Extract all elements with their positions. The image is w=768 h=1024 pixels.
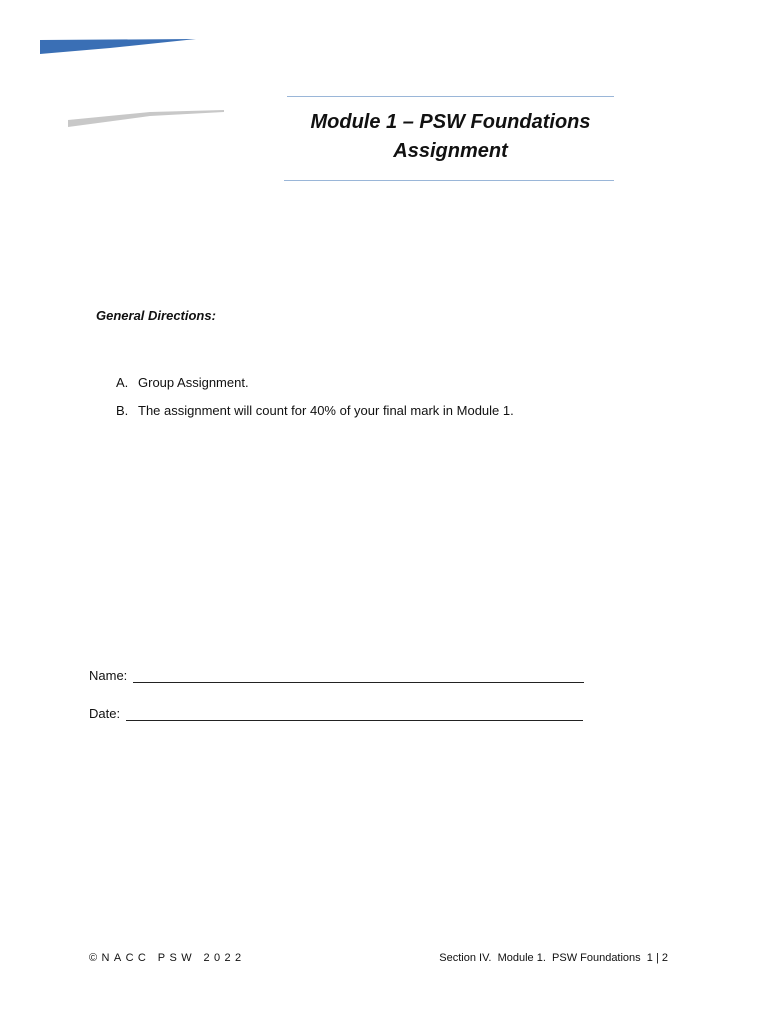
- date-label: Date:: [89, 706, 121, 721]
- directions-heading: General Directions:: [96, 308, 216, 323]
- date-field: [89, 706, 583, 721]
- gray-swoosh-shape: [68, 110, 224, 127]
- direction-marker: B.: [116, 403, 129, 418]
- direction-text: The assignment will count for 40% of your final mark in Module 1.: [138, 403, 514, 418]
- title-line-2: Assignment: [393, 140, 508, 162]
- title-line-1: Module 1 – PSW Foundations: [310, 111, 591, 133]
- title-top-rule: [287, 96, 614, 97]
- name-field: [89, 668, 584, 683]
- name-blank-line[interactable]: [133, 668, 584, 683]
- blue-swoosh-shape: [40, 39, 196, 54]
- direction-marker: A.: [116, 375, 129, 390]
- direction-item: [116, 374, 514, 402]
- footer-copyright: ©NACC PSW 2022: [89, 952, 246, 964]
- direction-text: Group Assignment.: [138, 375, 249, 390]
- name-label: Name:: [89, 668, 128, 683]
- document-title: [287, 108, 614, 166]
- directions-list: [116, 374, 514, 430]
- direction-item: [116, 402, 514, 430]
- date-blank-line[interactable]: [126, 706, 583, 721]
- footer-section-page: Section IV. Module 1. PSW Foundations 1 | 2: [439, 952, 668, 964]
- title-bottom-rule: [284, 180, 614, 181]
